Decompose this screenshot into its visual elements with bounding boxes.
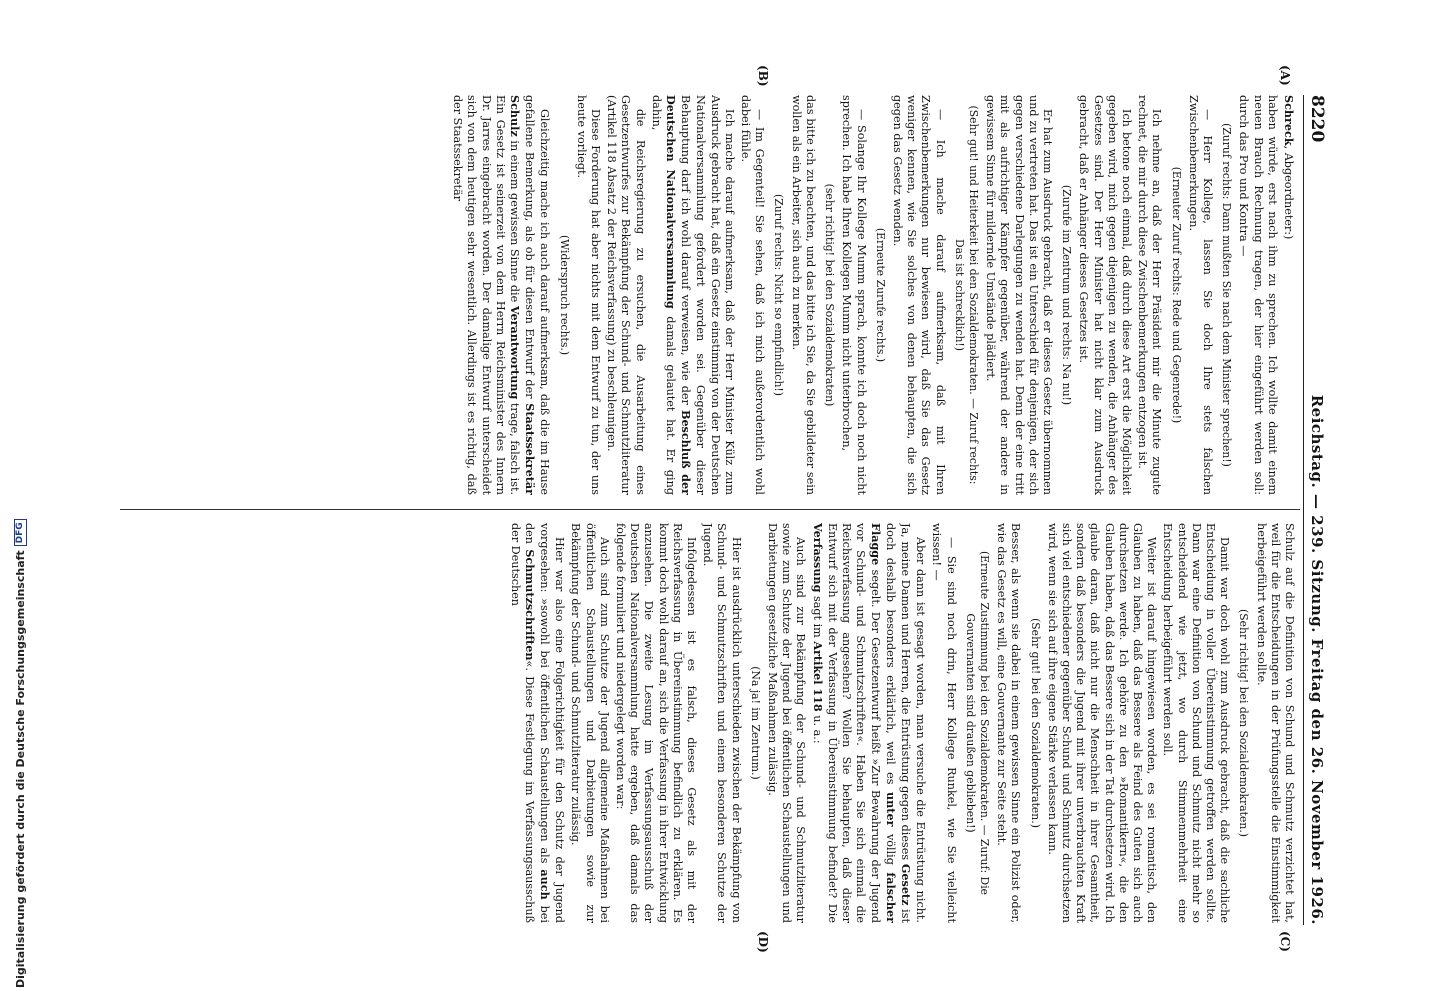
paragraph (568, 523, 611, 923)
text-run: das bitte ich zu beachten, und das bitte ich Sie, da Sie gebildeter sein wollen als ein Arbeiter, sich auch zu merken. (789, 95, 817, 495)
text-run: völlig (883, 826, 897, 873)
paragraph (789, 95, 817, 495)
interjection (1168, 95, 1182, 495)
text-run: (Widerspruch rechts.) (557, 234, 571, 356)
text-run: Ich nehme an, daß der Herr Präsident mir die Minute zugute rechnet, die mir durch diese Zwischenbemerkungen entzogen ist. (1136, 95, 1164, 495)
interjection (822, 95, 836, 495)
text-run: Auch sind zur Bekämpfung der Schund- und Schmutzliteratur sowie zum Schutze der Jugend bei öffentlichen Schaustellungen und Darbietungen gesetzliche Maßnahmen zulässig. (766, 523, 808, 923)
text-run: Hier war also eine Folgerichtigkeit für den Schutz der Jugend vorgesehen: »sowohl bei öffentlichen Schaustellungen als (538, 523, 567, 923)
text-run: , Abgeordneter:) (1282, 145, 1295, 240)
column-divider (120, 509, 1300, 510)
paragraph (507, 523, 566, 923)
text-run: Weiter ist darauf hingewiesen worden, es sei romantisch, den Glauben zu haben, daß das Bessere als Feind des Guten sich auch durchsetzen werde. Ich gehöre zu den »Romantikern«, die den Glauben haben, daß das Bessere sich in der Tat durchsetzen wird. Ich glaube daran, daß nicht nur die Menschheit in ihrer Gesamtheit, sondern daß besonders die Jugend mit ihrer unverbrauchten Kraft sich viel entschiedener gegenüber Schund und Schmutz durchsetzen wird, wenn sie sich auf ihre eigene Stärke verlassen kann. (1045, 523, 1159, 923)
paragraph (613, 523, 698, 923)
text-run: trage, falsch ist. Ein Gesetz ist seinerzeit von dem Herrn Reichsminister des Innern Dr. Jarres eingebracht worden. Der damalige Entwurf unterscheidet sich von dem heutigen sehr wesentlich. Allerdings ist es richtig, daß der Staatssekretär (451, 95, 522, 495)
page-header (1303, 95, 1330, 925)
paragraph (1186, 95, 1214, 495)
text-run: Gleichzeitig mache ich auch darauf aufmerksam, daß die im Hause gefallene Bemerkung, als ob für diesen Entwurf der (523, 95, 552, 495)
text-run: (sehr richtig! bei den Sozialdemokraten) (823, 183, 837, 407)
emphasis-text: Staatssekretär Schulz (508, 95, 538, 495)
dfg-logo-icon: DFG (14, 519, 27, 546)
text-run: (Na ja! im Zentrum.) (748, 666, 762, 780)
left-column (126, 95, 1296, 495)
text-run: Hier ist ausdrücklich unterschieden zwischen der Bekämpfung von Schund- und Schmutzschriften und einem besonderen Schutze der Jugend. (701, 523, 743, 923)
text-run: (Zuruf rechts: Nicht so empfindlich!) (772, 194, 786, 396)
interjection (952, 95, 980, 495)
paragraph (994, 523, 1022, 923)
paragraph (700, 523, 743, 923)
interjection (873, 95, 887, 495)
text-run: (Erneuter Zuruf rechts: Rede und Gegenrede!) (1169, 166, 1183, 424)
text-run: Besser, als wenn sie dabei in einem gewissen Sinne ein Polizist oder, wie das Gesetz es will, eine Gouvernante zur Seite steht. (995, 523, 1023, 923)
text-run: (Sehr richtig! bei den Sozialdemokraten.) (1237, 609, 1251, 837)
footer-text: Digitalisierung gefördert durch die Deutsche Forschungsgemeinschaft (14, 550, 27, 988)
text-run: Ich mache darauf aufmerksam, daß der Herr Minister Külz zum Ausdruck gebracht hat, daß ein Gesetz einstimmig von der Deutschen Nationalversammlung gefordert worden sei. Gegenüber dieser Behauptung darf ich wohl darauf verweisen, wie der (679, 95, 736, 495)
paragraph (1045, 523, 1159, 923)
text-run: — Solange Ihr Kollege Mumm sprach, konnte ich doch noch nicht sprechen. Ich habe Ihren Kollegen Mumm nicht unterbrochen, (840, 95, 868, 495)
emphasis-text: Verantwortung (508, 305, 523, 400)
emphasis-text: Artikel 118 (810, 641, 825, 712)
text-run: (Erneute Zurufe rechts.) (873, 227, 887, 363)
paragraph (1160, 523, 1231, 923)
emphasis-text: Schreck (1282, 95, 1296, 146)
text-run: Damit war doch wohl zum Ausdruck gebracht, daß die sachliche Entscheidung in voller Übereinstimmung getroffen werden sollte. Dann war eine Definition von Schund und Schmutz nicht mehr so entscheidend wie jetzt, wo durch Stimmenmehrheit eine Entscheidung herbeigeführt werden soll. (1161, 523, 1232, 923)
emphasis-text: Beschluß der Deutschen Nationalversammlung (664, 95, 694, 495)
margin-marker-c: (C) (1278, 931, 1292, 952)
text-run: «. Diese Festlegung im Verfassungsausschuß der Deutschen (508, 523, 536, 923)
text-run: Er hat zum Ausdruck gebracht, daß er dieses Gesetz übernommen und zu vertreten hat. Das ist ein Unterschied für denjenigen, der sich gegen verschiedene Darlegungen zu wenden hat. Denn der eine tritt mit als aufrichtiger Kämpfer gegenüber, während der andere in gewissem Sinne für mildernde Umstände plädiert. (984, 95, 1054, 495)
emphasis-text: auch (538, 869, 553, 900)
paragraph (1076, 95, 1133, 495)
text-run: u. a.: (810, 711, 824, 744)
interjection (1059, 95, 1073, 495)
paragraph (738, 95, 766, 495)
interjection (963, 523, 991, 923)
paragraph (1236, 95, 1279, 495)
text-run: Diese Forderung hat aber nichts mit dem Entwurf zu tun, der uns heute vorliegt. (574, 95, 603, 495)
paragraph (649, 95, 736, 495)
emphasis-text: falscher Flagge (868, 523, 898, 923)
right-column (126, 523, 1296, 923)
text-run: ist doch deshalb besonders erklärlich, weil es (883, 523, 912, 923)
text-run: sagt im (810, 592, 824, 642)
emphasis-text: Verfassung (810, 523, 825, 593)
digitization-footer (14, 519, 27, 988)
paragraph (574, 95, 602, 495)
paragraph (1253, 523, 1296, 923)
text-run: Ich betone noch einmal, daß durch diese Art erst die Möglichkeit gegeben wird, mich gegen diejenigen zu wenden, die Anhänger des Gesetzes sind. Der Herr Minister hat nicht klar zum Ausdruck gebracht, daß er Anhänger dieses Gesetzes ist. (1077, 95, 1133, 495)
text-run: Schulz auf die Definition von Schund und Schmutz verzichtet hat, weil für die Entscheidungen in der Prüfungsstelle die Einstimmigkeit herbeigeführt werden sollte. (1254, 523, 1296, 923)
paragraph (450, 95, 551, 495)
paragraph (929, 523, 957, 923)
text-run: (Sehr gut! und Heiterkeit bei den Sozialdemokraten. — Zuruf rechts: Das ist schrecklich!) (952, 105, 980, 485)
text-run: (Zurufe im Zentrum und rechts: Na nu!) (1060, 184, 1074, 406)
interjection (771, 95, 785, 495)
text-run: (Erneute Zustimmung bei den Sozialdemokraten. — Zuruf: Die Gouvernanten sind draußen geblieben!) (963, 550, 991, 896)
emphasis-text: Gesetz (898, 863, 913, 906)
margin-marker-b: (B) (756, 65, 770, 87)
emphasis-text: unter (883, 792, 898, 827)
margin-marker-d: (D) (756, 931, 770, 953)
text-run: haben würde, erst nach ihm zu sprechen. Ich wollte damit einem neuen Brauch Rechnung tragen, der hier eingeführt werden soll: durch das Pro und Kontra — (1237, 95, 1279, 495)
text-run: in einem gewissen Sinne die (508, 136, 522, 306)
text-run: die Reichsregierung zu ersuchen, die Ausarbeitung eines Gesetzentwurfes zur Bekämpfung der Schund- und Schmutzliteratur (Artikel 118 Absatz 2 der Reichsverfassung) zu beschleunigen. (605, 95, 647, 495)
text-run: — Im Gegenteil! Sie sehen, daß ich mich außerordentlich wohl dabei fühle. (739, 95, 767, 495)
interjection (1219, 95, 1233, 495)
text-run: (Sehr gut! bei den Sozialdemokraten.) (1028, 618, 1042, 828)
interjection (1236, 523, 1250, 923)
text-run: (Zuruf rechts: Dann mußten Sie nach dem Minister sprechen!) (1220, 123, 1234, 467)
paragraph (1135, 95, 1163, 495)
paragraph (890, 95, 947, 495)
emphasis-text: Schmutzschriften (522, 549, 537, 661)
paragraph (765, 523, 808, 923)
interjection (1027, 523, 1041, 923)
interjection (556, 95, 570, 495)
text-run: bei den (522, 523, 552, 923)
text-run: Auch sind zum Schutze der Jugend allgemeine Maßnahmen bei öffentlichen Schaustellungen und Darbietungen sowie zur Bekämpfung der Schund- und Schmutzliteratur zulässig. (569, 523, 611, 923)
margin-marker-a: (A) (1278, 65, 1292, 86)
text-run: Infolgedessen ist es falsch, dieses Gesetz als mit der Reichsverfassung in Übereinstimmung befindlich zu erklären. Es kommt doch wohl darauf an, sich die Verfassung in ihrer Entwicklung anzusehen. Die zweite Lesung im Verfassungsausschuß der Deutschen Nationalversammlung hatte ergeben, daß damals das folgende formuliert und niedergelegt worden war: (614, 523, 699, 923)
document-page (115, 65, 1330, 953)
paragraph (810, 523, 928, 923)
paragraph (1281, 95, 1296, 495)
text-run: — Sie sind noch drin, Herr Kollege Runkel, wie Sie vielleicht wissen! — (930, 523, 958, 923)
text-run: segelt. Der Gesetzentwurf heißt »Zur Bewahrung der Jugend vor Schund- und Schmutzschriften«. Haben Sie sich einmal die Reichsverfassung angesehen? Wollen Sie behaupten, daß dieser Entwurf sich mit der Verfassung in Übereinstimmung befindet? Die (825, 523, 882, 923)
page-title: Reichstag. — 239. Sitzung. Freitag den 26. November 1926. (1308, 394, 1326, 925)
text-run: Aber dann ist gesagt worden, man versuche die Entrüstung nicht. Ja, meine Damen und Herren, die Entrüstung gegen dieses (898, 523, 928, 923)
paragraph (604, 95, 647, 495)
paragraph (839, 95, 867, 495)
text-run: — Ich mache darauf aufmerksam, daß mit Ihren Zwischenbemerkungen nur bewiesen wird, daß Sie das Gesetz weniger kennen, wie Sie solches von denen behaupten, die sich gegen das Gesetz wenden. (890, 95, 947, 495)
text-run: damals gelautet hat. Er ging dahin, (649, 95, 678, 495)
text-run: — Herr Kollege, lassen Sie doch Ihre stets falschen Zwischenbemerkungen. (1186, 95, 1214, 495)
page-number: 8220 (1307, 95, 1327, 143)
interjection (748, 523, 762, 923)
paragraph (983, 95, 1054, 495)
